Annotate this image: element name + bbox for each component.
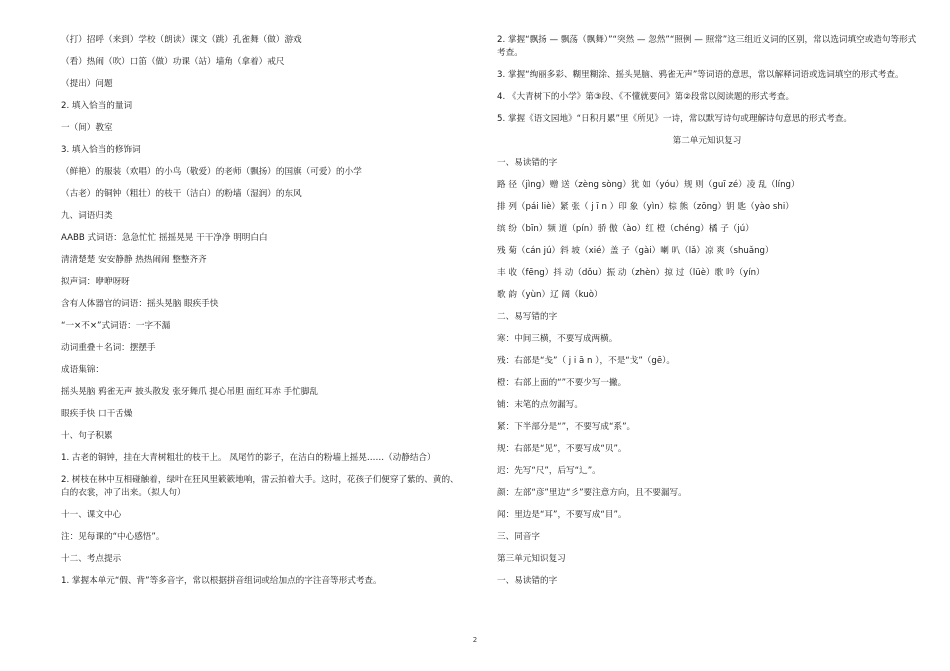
right-column-line: 残 菊（cán jú）斜 坡（xié）盖 子（gài）喇 叭（lǎ）凉 爽（shuǎng）	[497, 246, 774, 256]
left-column-line: 成语集锦：	[61, 365, 104, 375]
left-column-line: 1. 古老的铜钟，挂在大青树粗壮的枝干上。 凤尾竹的影子，在洁白的粉墙上摇晃……（动静结合）	[61, 453, 436, 463]
right-column-line: 一、易读错的字	[497, 158, 558, 168]
right-column-line: 第三单元知识复习	[497, 554, 566, 564]
left-column-line: 一（间）教室	[61, 123, 113, 133]
left-column-line: 2. 树枝在林中互相碰触着，绿叶在狂风里簌簌地响，雷云拍着大手。这时，花孩子们便穿了紫的、黄的、白的衣裳，冲了出来。（拟人句）	[61, 475, 459, 498]
left-column-line: 2. 填入恰当的量词	[61, 101, 133, 111]
left-column-line: （打）招呼（来到）学校（朗读）课文（跳）孔雀舞（做）游戏	[61, 35, 302, 45]
right-column-line: 缤 纷（bīn）频 道（pín）骄 傲（ào）红 橙（chéng）橘 子（jú）	[497, 224, 754, 234]
left-column-line: 十一、课文中心	[61, 510, 122, 520]
right-column-line: 寒：中间三横，不要写成两横。	[497, 334, 618, 344]
right-column-line: 丰 收（fēng）抖 动（dǒu）振 动（zhèn）掠 过（lüè）歌 吟（yín）	[497, 268, 765, 278]
right-column-line: 迟：先写“尺”，后写“辶”。	[497, 466, 601, 476]
right-column-line: 铺：末笔的点勿漏写。	[497, 400, 583, 410]
left-column-line: 摇头晃脑 鸦雀无声 披头散发 张牙舞爪 提心吊胆 面红耳赤 手忙脚乱	[61, 387, 319, 397]
right-column-line: 5. 掌握《语文园地》“日积月累”里《所见》一诗，常以默写诗句或理解诗句意思的形式考查。	[497, 114, 852, 124]
right-column-line: 紧：下半部分是“”，不要写成“系”。	[497, 422, 636, 432]
left-column-line: 九、词语归类	[61, 211, 113, 221]
left-column-line: 注：见每课的“中心感悟”。	[61, 532, 165, 542]
left-column-line: （古老）的铜钟（粗壮）的枝干（洁白）的粉墙（湿润）的东风	[61, 189, 302, 199]
right-column-line: 闻：里边是“耳”，不要写成“目”。	[497, 510, 627, 520]
left-column-line: 眼疾手快 口干舌燥	[61, 409, 133, 419]
right-column-line: 二、易写错的字	[497, 312, 558, 322]
right-column-line: 2. 掌握“飘扬 — 飘荡（飘舞）”“突然 — 忽然”“照例 — 照常”这三组近义词的区别，常以选词填空或造句等形式考查。	[497, 35, 917, 58]
right-column-line: 排 列（pái liè）紧 张（ j ī n ）印 象（yìn）棕 熊（zōng）钥 匙（yào shi）	[497, 202, 794, 212]
right-column-line: 3. 掌握“绚丽多彩、糊里糊涂、摇头晃脑、鸦雀无声”等词语的意思，常以解释词语或选词填空的形式考查。	[497, 70, 904, 80]
right-column-line: 残：右部是“戋”（ j i ā n ），不是“戈”（gē）。	[497, 356, 676, 366]
page-number: 2	[472, 636, 478, 644]
right-column-line: 一、易读错的字	[497, 576, 558, 586]
right-column-line: 三、同音字	[497, 532, 540, 542]
left-column-line: 动词重叠＋名词：摆摆手	[61, 343, 156, 353]
left-column-line: AABB 式词语：急急忙忙 摇摇晃晃 干干净净 明明白白	[61, 233, 268, 243]
left-column-line: （提出）问题	[61, 79, 113, 89]
right-column-line: 路 径（jìng）赠 送（zèng sòng）犹 如（yóu）规 则（guī zé）凌 乱（líng）	[497, 180, 800, 190]
right-column	[497, 34, 917, 588]
left-column-line: 十、句子积累	[61, 431, 113, 441]
left-column-line: （鲜艳）的服装（欢唱）的小鸟（敬爱）的老师（飘扬）的国旗（可爱）的小学	[61, 167, 362, 177]
right-column-line: 橙：右部上面的“”不要少写一撇。	[497, 378, 627, 388]
right-column-line: 颜：左部“彦”里边“彡”要注意方向，且不要漏写。	[497, 488, 687, 498]
right-column-line: 第二单元知识复习	[672, 136, 742, 146]
right-column-line: 4. 《大青树下的小学》第③段、《不懂就要问》第②段常以阅读题的形式考查。	[497, 92, 795, 102]
left-column-line: （看）热闹（吹）口笛（做）功课（站）墙角（拿着）戒尺	[61, 57, 285, 67]
right-column-line: 规：右部是“见”，不要写成“贝”。	[497, 444, 627, 454]
left-column-line: 拟声词：咿咿呀呀	[61, 277, 130, 287]
left-column-line: 3. 填入恰当的修饰词	[61, 145, 141, 155]
left-column-line: 十二、考点提示	[61, 554, 122, 564]
left-column-line: 1. 掌握本单元“假、背”等多音字，常以根据拼音组词或给加点的字注音等形式考查。	[61, 576, 382, 586]
right-column-line: 歌 韵（yùn）辽 阔（kuò）	[497, 290, 603, 300]
left-column-line: 清清楚楚 安安静静 热热闹闹 整整齐齐	[61, 255, 207, 265]
left-column-line: “一×不×”式词语：一字不漏	[61, 321, 171, 331]
left-column-line: 含有人体器官的词语：摇头晃脑 眼疾手快	[61, 299, 219, 309]
left-column	[61, 34, 461, 588]
